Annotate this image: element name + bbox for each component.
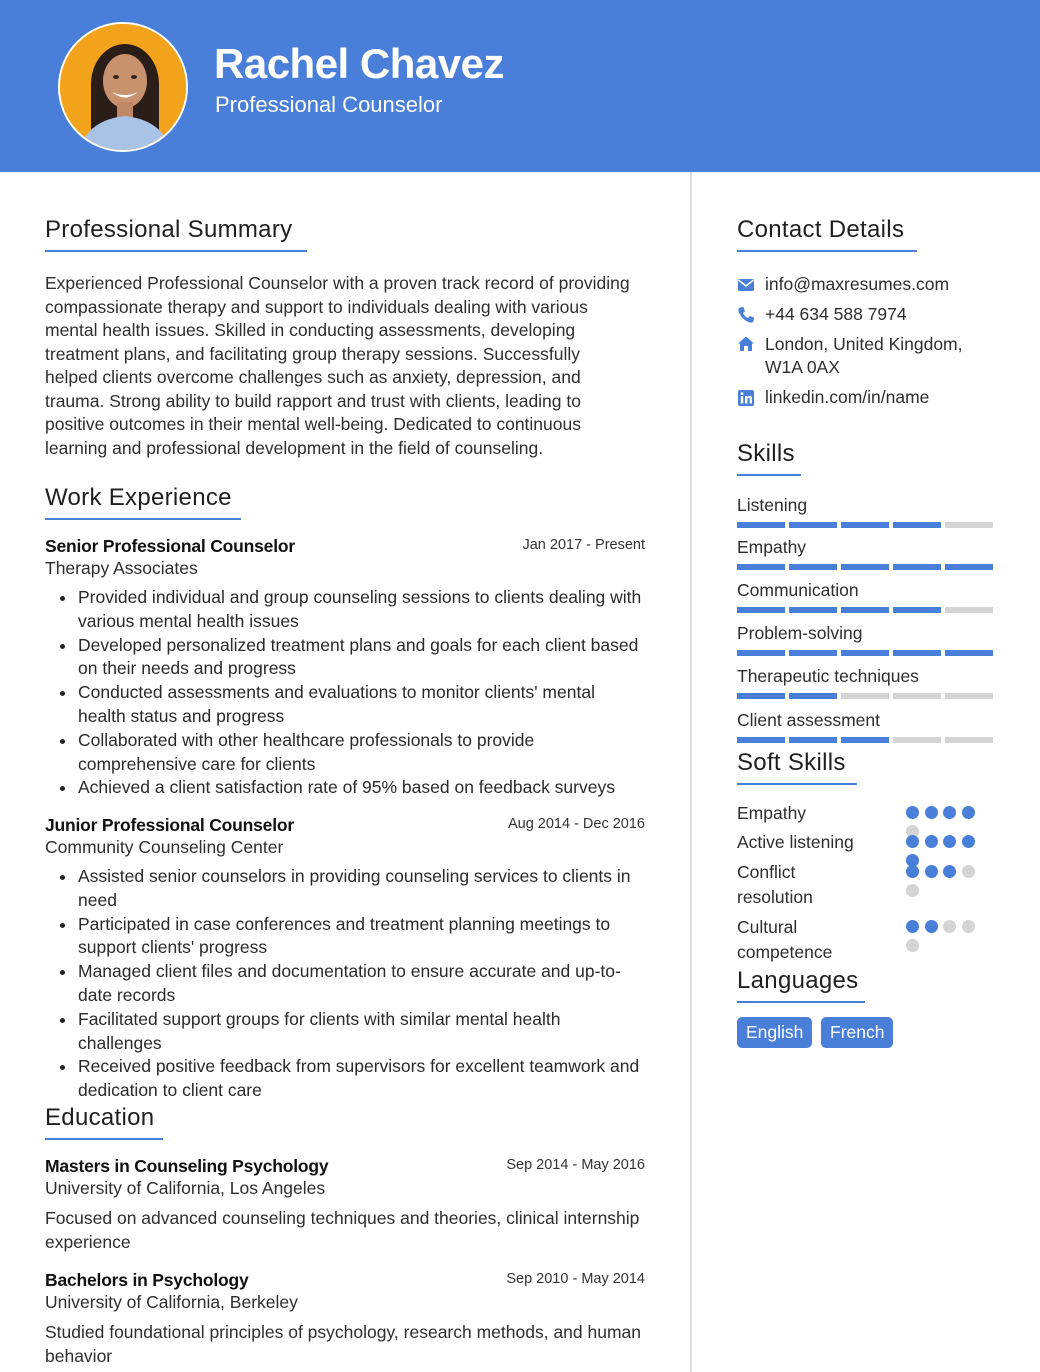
soft-skill-rating-dot (925, 806, 938, 819)
job-title: Senior Professional Counselor (45, 536, 295, 556)
job-date: Aug 2014 - Dec 2016 (507, 816, 645, 832)
bullet-item: Participated in case conferences and treatment planning meetings to support clients' progress (45, 913, 645, 961)
skill-level-segment (893, 607, 941, 613)
skill-level-bar (737, 650, 993, 656)
job-date: Jan 2017 - Present (522, 537, 645, 553)
soft-skill-name: Cultural competence (737, 917, 833, 962)
email-text: info@maxresumes.com (765, 274, 950, 294)
candidate-title: Professional Counselor (215, 92, 443, 117)
education-entry (45, 1156, 645, 1254)
soft-skill-rating-dot (906, 835, 919, 848)
skill-level-bar (737, 522, 993, 528)
address-line-1: London, United Kingdom, (765, 334, 963, 354)
soft-skill-rating-dot (925, 865, 938, 878)
education-desc: Studied foundational principles of psychology, research methods, and human behavior (45, 1322, 642, 1366)
skill-level-bar (737, 564, 993, 570)
skill-level-segment (841, 564, 889, 570)
skill-level-segment (841, 607, 889, 613)
profile-photo (58, 22, 188, 152)
skill-level-segment (737, 564, 785, 570)
education-heading: Education (45, 1104, 163, 1140)
phone-text: +44 634 588 7974 (765, 304, 907, 324)
soft-skill-rating-dot (962, 865, 975, 878)
school-name: University of California, Berkeley (45, 1292, 298, 1312)
job-entry (45, 536, 645, 800)
skill-level-segment (789, 737, 837, 743)
phone-icon (737, 306, 755, 324)
resume-header (0, 0, 1040, 172)
soft-skill-name: Active listening (737, 832, 854, 852)
job-title: Junior Professional Counselor (45, 815, 294, 835)
school-name: University of California, Los Angeles (45, 1178, 326, 1198)
linkedin-icon (737, 389, 755, 407)
education-desc: Focused on advanced counseling techniques and theories, clinical internship experience (45, 1208, 640, 1252)
soft-skill-rating-dot (962, 920, 975, 933)
bullet-item: Assisted senior counselors in providing counseling services to clients in need (45, 865, 645, 913)
summary-text: Experienced Professional Counselor with a proven track record of providing compassionate therapy and support to individuals dealing with various mental health issues. Skilled in conducting assessments, developing treatment plans, and facilitating group therapy sessions. Successfully helped clients overcome challenges such as anxiety, depression, and trauma. Strong ability to build rapport and trust with clients, leading to positive outcomes in their mental well-being. Dedicated to continuous learning and professional development in the field of counseling. (45, 273, 630, 458)
skill-level-segment (841, 522, 889, 528)
soft-skill-name: Empathy (737, 803, 807, 823)
person-avatar-icon (60, 24, 188, 152)
soft-skill-rating-dot (906, 920, 919, 933)
bullet-item: Achieved a client satisfaction rate of 95% based on feedback surveys (45, 776, 645, 800)
job-company: Community Counseling Center (45, 837, 284, 857)
experience-heading: Work Experience (45, 484, 241, 520)
skill-level-segment (893, 650, 941, 656)
column-divider (690, 172, 692, 1372)
soft-skill-rating-dot (943, 920, 956, 933)
soft-skill-rating-dot (925, 835, 938, 848)
job-company: Therapy Associates (45, 558, 198, 578)
skills-heading: Skills (737, 440, 801, 476)
soft-skill-rating-dot (906, 806, 919, 819)
summary-heading: Professional Summary (45, 216, 307, 252)
skill-name: Therapeutic techniques (737, 666, 919, 686)
skill-level-segment (789, 650, 837, 656)
skill-level-bar (737, 607, 993, 613)
soft-skill-rating-dot (906, 865, 919, 878)
soft-skill-rating-dot (943, 835, 956, 848)
soft-skill-rating-dot (962, 806, 975, 819)
skill-level-bar (737, 737, 993, 743)
soft-skill-name: Conflict resolution (737, 862, 813, 907)
degree-title: Bachelors in Psychology (45, 1270, 249, 1290)
bullet-item: Received positive feedback from supervisors for excellent teamwork and dedication to client care (45, 1055, 645, 1103)
soft-skill-rating-dot (962, 835, 975, 848)
education-date: Sep 2010 - May 2014 (506, 1271, 645, 1287)
language-badge: French (821, 1017, 893, 1048)
skill-level-segment (945, 693, 993, 699)
address-line-2: W1A 0AX (765, 357, 840, 377)
education-entry (45, 1270, 645, 1368)
skill-level-segment (945, 564, 993, 570)
skill-level-segment (737, 693, 785, 699)
skill-level-segment (789, 522, 837, 528)
skill-level-segment (893, 522, 941, 528)
skill-level-segment (789, 564, 837, 570)
bullet-item: Managed client files and documentation to ensure accurate and up-to-date records (45, 960, 645, 1008)
skill-name: Listening (737, 495, 808, 515)
skill-level-segment (841, 737, 889, 743)
skill-level-segment (893, 737, 941, 743)
bullet-item: Conducted assessments and evaluations to monitor clients' mental health status and progress (45, 681, 645, 729)
education-date: Sep 2014 - May 2016 (506, 1157, 645, 1173)
skill-level-segment (945, 522, 993, 528)
skill-level-bar (737, 693, 993, 699)
skill-name: Problem-solving (737, 623, 863, 643)
languages-heading: Languages (737, 967, 865, 1003)
soft-skill-rating-dot (906, 884, 919, 897)
skill-name: Communication (737, 580, 859, 600)
skill-level-segment (893, 693, 941, 699)
bullet-item: Provided individual and group counseling sessions to clients dealing with various mental health issues (45, 586, 645, 634)
skill-level-segment (945, 650, 993, 656)
education-section (45, 1104, 645, 1366)
skill-level-segment (945, 737, 993, 743)
home-icon (737, 335, 755, 353)
summary-section (45, 216, 635, 460)
contact-heading: Contact Details (737, 216, 917, 252)
skill-level-segment (737, 650, 785, 656)
soft-skill-rating-dot (943, 865, 956, 878)
degree-title: Masters in Counseling Psychology (45, 1156, 329, 1176)
skill-level-segment (737, 607, 785, 613)
language-badge: English (737, 1017, 812, 1048)
languages-section (737, 967, 865, 1003)
skill-level-segment (841, 650, 889, 656)
soft-skill-rating-dot (925, 920, 938, 933)
skill-name: Client assessment (737, 710, 880, 730)
skill-name: Empathy (737, 537, 807, 557)
experience-section (45, 484, 645, 1101)
skill-level-segment (893, 564, 941, 570)
skill-level-segment (789, 693, 837, 699)
bullet-item: Developed personalized treatment plans and goals for each client based on their needs and progress (45, 634, 645, 682)
skill-level-segment (945, 607, 993, 613)
soft-skills-heading: Soft Skills (737, 749, 857, 785)
job-bullets (45, 586, 645, 800)
skill-level-segment (737, 737, 785, 743)
bullet-item: Collaborated with other healthcare professionals to provide comprehensive care for clients (45, 729, 645, 777)
job-bullets (45, 865, 645, 1103)
job-entry (45, 815, 645, 1103)
envelope-icon (737, 276, 755, 294)
skill-level-segment (789, 607, 837, 613)
skill-level-segment (841, 693, 889, 699)
linkedin-text: linkedin.com/in/name (765, 387, 930, 407)
soft-skill-rating-dot (943, 806, 956, 819)
bullet-item: Facilitated support groups for clients with similar mental health challenges (45, 1008, 645, 1056)
skill-level-segment (737, 522, 785, 528)
soft-skill-rating-dot (906, 939, 919, 952)
skills-section (737, 440, 801, 476)
contact-section (737, 216, 917, 252)
candidate-name: Rachel Chavez (214, 40, 504, 87)
soft-skills-section (737, 749, 857, 785)
